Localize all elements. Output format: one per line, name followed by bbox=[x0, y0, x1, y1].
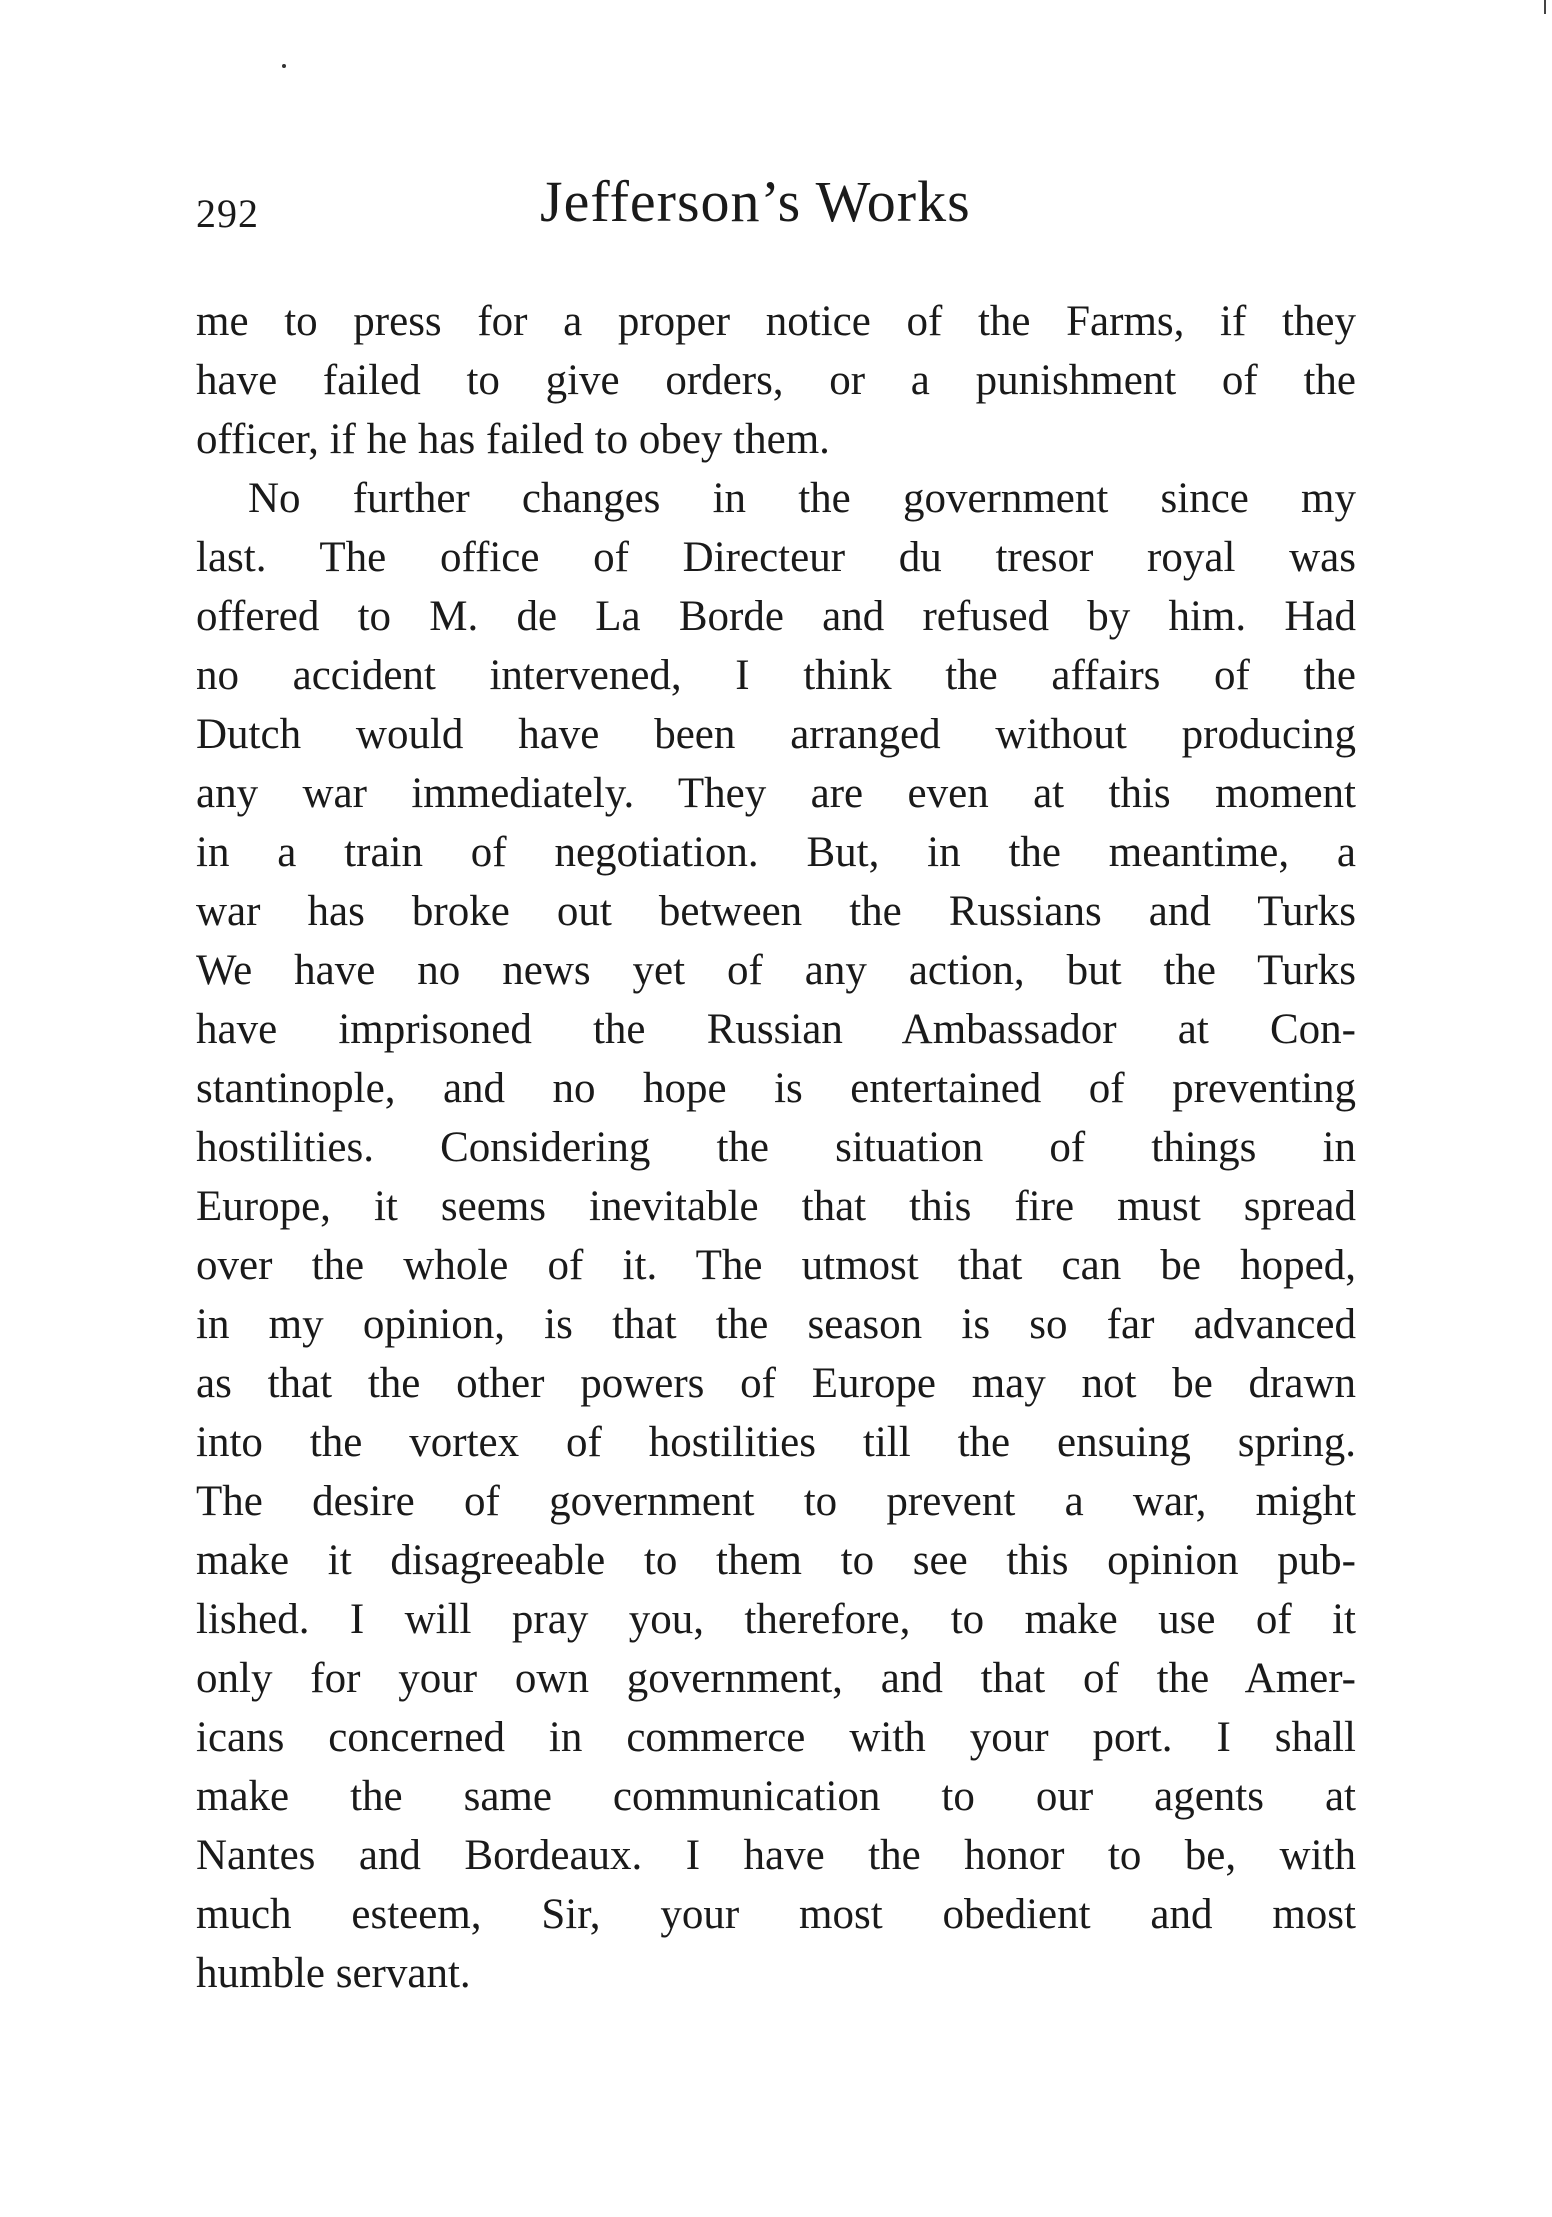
page-header bbox=[196, 168, 1356, 248]
text-line: into the vortex of hostilities till the ensuing spring. bbox=[196, 1419, 1356, 1466]
text-line: much esteem, Sir, your most obedient and most bbox=[196, 1891, 1356, 1938]
paragraph-2 bbox=[196, 469, 1356, 2003]
print-speck bbox=[282, 64, 286, 68]
text-line: any war immediately. They are even at this moment bbox=[196, 770, 1356, 817]
text-line: in a train of negotiation. But, in the meantime, a bbox=[196, 829, 1356, 876]
text-line: no accident intervened, I think the affairs of the bbox=[196, 652, 1356, 699]
text-line: Dutch would have been arranged without producing bbox=[196, 711, 1356, 758]
text-line: last. The office of Directeur du tresor royal was bbox=[196, 534, 1356, 581]
text-line: stantinople, and no hope is entertained of preventing bbox=[196, 1065, 1356, 1112]
body-text bbox=[196, 292, 1356, 2003]
running-title: Jefferson’s Works bbox=[540, 169, 971, 234]
text-line: hostilities. Considering the situation of things in bbox=[196, 1124, 1356, 1171]
page-number: 292 bbox=[196, 191, 259, 236]
text-line: make the same communication to our agents at bbox=[196, 1773, 1356, 1820]
paragraph-1 bbox=[196, 292, 1356, 469]
text-line: have imprisoned the Russian Ambassador at Con- bbox=[196, 1006, 1356, 1053]
text-line: me to press for a proper notice of the Farms, if they bbox=[196, 298, 1356, 345]
text-line: offered to M. de La Borde and refused by him. Had bbox=[196, 593, 1356, 640]
text-line: We have no news yet of any action, but the Turks bbox=[196, 947, 1356, 994]
text-line: The desire of government to prevent a war, might bbox=[196, 1478, 1356, 1525]
text-line: make it disagreeable to them to see this opinion pub- bbox=[196, 1537, 1356, 1584]
text-line: No further changes in the government since my bbox=[248, 475, 1356, 522]
text-line: officer, if he has failed to obey them. bbox=[196, 416, 830, 463]
text-line: Nantes and Bordeaux. I have the honor to be, with bbox=[196, 1832, 1356, 1879]
text-line: only for your own government, and that of the Amer- bbox=[196, 1655, 1356, 1702]
text-line: war has broke out between the Russians and Turks bbox=[196, 888, 1356, 935]
text-line: lished. I will pray you, therefore, to make use of it bbox=[196, 1596, 1356, 1643]
text-line: Europe, it seems inevitable that this fire must spread bbox=[196, 1183, 1356, 1230]
text-line: have failed to give orders, or a punishment of the bbox=[196, 357, 1356, 404]
text-line: in my opinion, is that the season is so far advanced bbox=[196, 1301, 1356, 1348]
text-line: humble servant. bbox=[196, 1950, 471, 1997]
page-edge-mark bbox=[1544, 0, 1546, 14]
text-line: icans concerned in commerce with your port. I shall bbox=[196, 1714, 1356, 1761]
text-line: as that the other powers of Europe may not be drawn bbox=[196, 1360, 1356, 1407]
text-line: over the whole of it. The utmost that can be hoped, bbox=[196, 1242, 1356, 1289]
